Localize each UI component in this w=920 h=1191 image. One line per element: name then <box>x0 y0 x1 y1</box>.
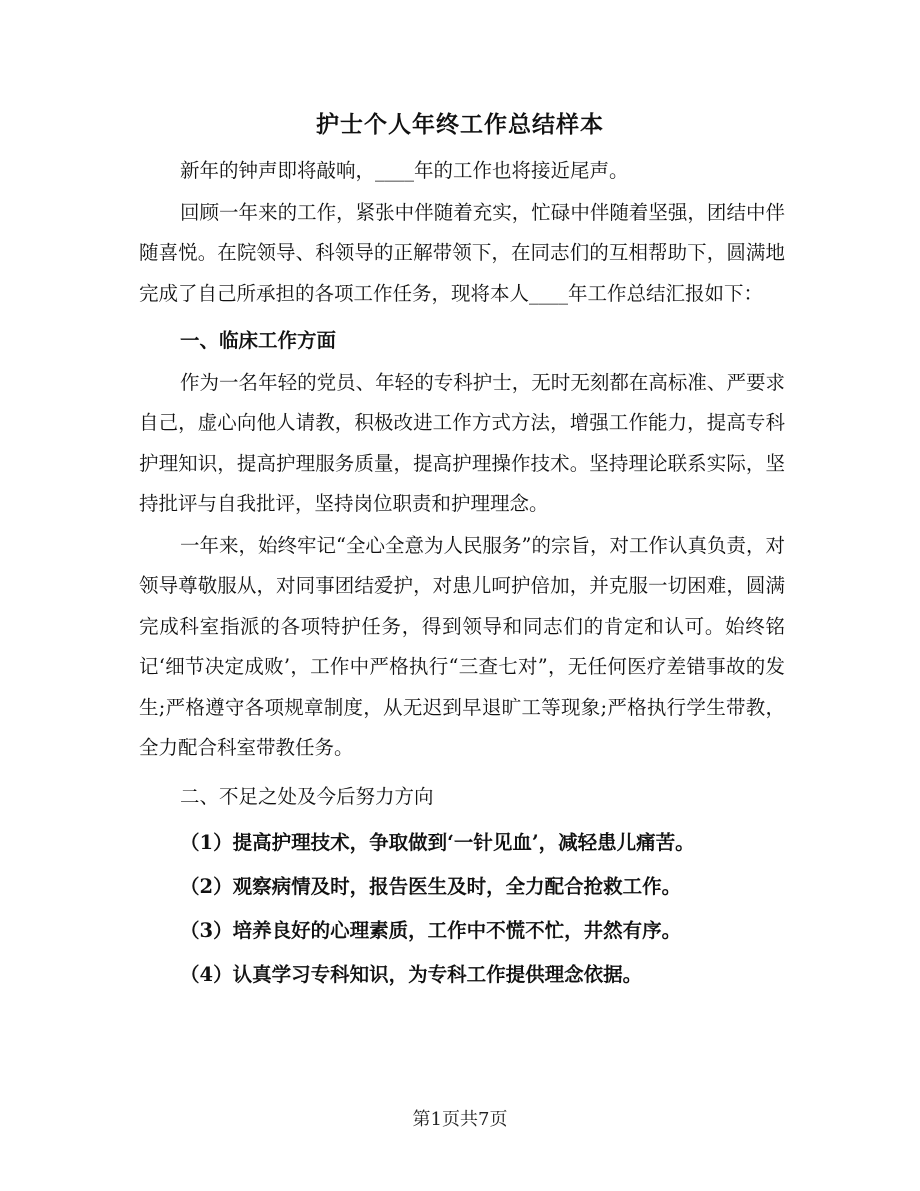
section-1-paragraph-2: 一年来，始终牢记“全心全意为人民服务”的宗旨，对工作认真负责，对领导尊敬服从，对同事团结爱护，对患儿呵护倍加，并克服一切困难，圆满完成科室指派的各项特护任务，得到领导和同志们的肯定和认可。始终铭记‘细节决定成败’，工作中严格执行“三查七对”，无任何医疗差错事故的发生;严格遵守各项规章制度，从无迟到早退旷工等现象;严格执行学生带教，全力配合科室带教任务。 <box>139 533 785 759</box>
document-body <box>139 151 785 997</box>
section-1-heading: 一、临床工作方面 <box>180 329 337 352</box>
document-title: 护士个人年终工作总结样本 <box>316 111 604 138</box>
improvement-item-2: （2）观察病情及时，报告医生及时，全力配合抢救工作。 <box>180 874 682 898</box>
intro-paragraph-2: 回顾一年来的工作，紧张中伴随着充实，忙碌中伴随着坚强，团结中伴随喜悦。在院领导、科领导的正解带领下，在同志们的互相帮助下，圆满地完成了自己所承担的各项工作任务，现将本人____年工作总结汇报如下： <box>139 200 785 305</box>
section-1-paragraph-1: 作为一名年轻的党员、年轻的专科护士，无时无刻都在高标准、严要求自己，虚心向他人请教，积极改进工作方式方法，增强工作能力，提高专科护理知识，提高护理服务质量，提高护理操作技术。坚持理论联系实际，坚持批评与自我批评，坚持岗位职责和护理理念。 <box>139 370 785 515</box>
page-number-footer: 第1页共7页 <box>412 1109 508 1130</box>
intro-paragraph-1: 新年的钟声即将敲响，____年的工作也将接近尾声。 <box>180 159 629 182</box>
improvement-item-3: （3）培养良好的心理素质，工作中不慌不忙，井然有序。 <box>180 918 682 942</box>
improvement-item-1: （1）提高护理技术，争取做到‘一针见血’，减轻患儿痛苦。 <box>180 830 695 854</box>
section-2-heading: 二、不足之处及今后努力方向 <box>180 784 434 808</box>
improvement-item-4: （4）认真学习专科知识，为专科工作提供理念依据。 <box>180 962 643 986</box>
